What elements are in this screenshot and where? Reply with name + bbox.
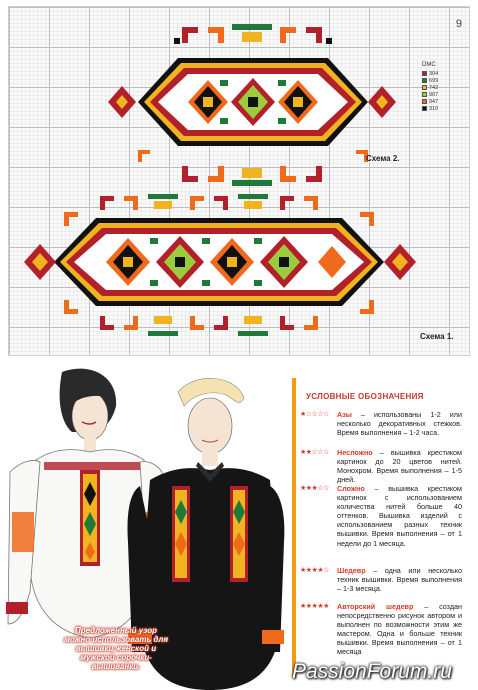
star-rating: ★☆☆☆☆: [300, 411, 329, 418]
color-key-row: [422, 98, 456, 105]
color-swatch: [422, 78, 427, 83]
color-swatch: [422, 71, 427, 76]
star-rating: ★★★★★: [300, 603, 329, 610]
legend-entry: [300, 484, 462, 548]
legend-entry: [300, 602, 462, 657]
legend-entry-description: – вышивка крестиком картинок до 20 цветов нитей. Монохром. Время выполнения – 1-5 дней.: [337, 448, 462, 485]
star-rating: ★★★☆☆: [300, 485, 329, 492]
scheme-2-bottom-fans: [138, 150, 368, 186]
legend-entry-text: [337, 566, 462, 593]
legend-entry-name: Азы: [337, 410, 352, 419]
scheme-1-pattern: [20, 190, 420, 340]
color-key-row: [422, 105, 456, 112]
legend-entry: [300, 448, 462, 484]
color-key-row: [422, 77, 456, 84]
color-code: 310: [429, 105, 439, 112]
legend-entry-text: [337, 448, 462, 484]
page-number: 9: [455, 18, 462, 30]
legend-entry-description: – одна или несколько техник вышивки. Время выполнения – 1-3 месяца.: [337, 566, 462, 594]
color-swatch: [422, 106, 427, 111]
color-swatch: [422, 99, 427, 104]
legend-entry: [300, 410, 462, 437]
legend-entry: [300, 566, 462, 593]
color-key-title: DMC: [422, 62, 436, 68]
legend-entry-description: – вышивка крестиком картинок с использованием количества нитей больше 40 оттенков. Вышивка изделий с использованием разных техник вышивки. Время выполнения – от 1 недели до 1 месяца.: [337, 484, 462, 548]
color-swatch: [422, 85, 427, 90]
legend-entry-name: Несложно: [337, 448, 373, 457]
scheme-1-label: Схема 1.: [420, 332, 454, 341]
legend-entry-description: – использованы 1-2 или несколько декоративных стежков. Время выполнения – 1-2 часа.: [337, 410, 462, 438]
star-rating: ★★☆☆☆: [300, 449, 329, 456]
promo-caption: Предложенный узор можно использовать для вышивки женской и мужской сорочки-вышиванки.: [63, 626, 169, 671]
star-rating: ★★★★☆: [300, 567, 329, 574]
legend-entry-name: Авторский шедевр: [337, 602, 414, 611]
site-watermark: PassionForum.ru: [292, 660, 452, 683]
color-key: [422, 62, 456, 112]
scheme-2-top-fans: [174, 24, 332, 44]
color-key-row: [422, 70, 456, 77]
legend-title: УСЛОВНЫЕ ОБОЗНАЧЕНИЯ: [306, 392, 424, 401]
color-code: 304: [429, 70, 439, 77]
legend-entry-name: Шедевр: [337, 566, 366, 575]
legend-accent-bar: [292, 378, 296, 678]
color-swatch: [422, 92, 427, 97]
color-key-row: [422, 84, 456, 91]
legend-entry-text: [337, 602, 462, 657]
color-key-row: [422, 91, 456, 98]
color-code: 699: [429, 77, 439, 84]
legend-entry-text: [337, 410, 462, 437]
legend-entry-description: – создан непосредственно рисунок автором и выполнен по возможности этим же мастером. Одна и больше техник вышивки. Время выполнения – от 1 месяца: [337, 602, 462, 657]
legend-entry-name: Сложно: [337, 484, 365, 493]
scheme-2-pattern: [104, 22, 404, 192]
scheme-2-label: Схема 2.: [366, 154, 400, 163]
color-code: 947: [429, 98, 439, 105]
legend-entry-text: [337, 484, 462, 548]
color-code: 907: [429, 91, 439, 98]
color-code: 742: [429, 84, 439, 91]
difficulty-legend: [292, 378, 470, 690]
